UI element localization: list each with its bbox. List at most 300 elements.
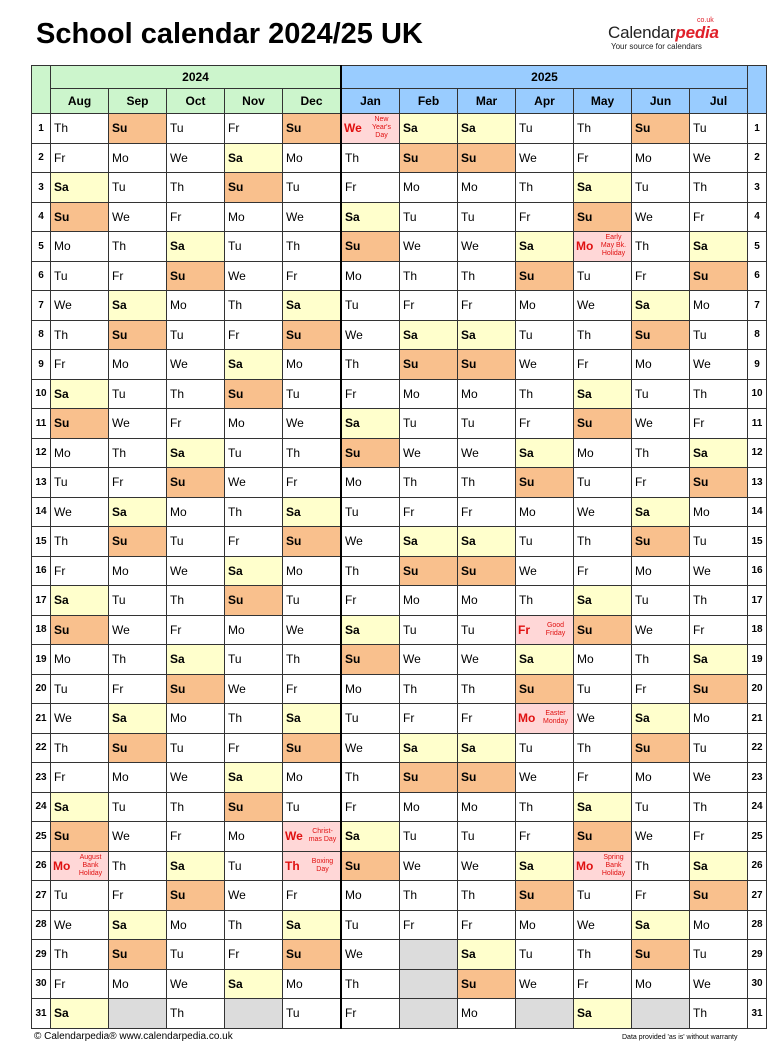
day-cell: Su [283, 940, 342, 970]
day-cell: Tu [51, 468, 109, 498]
holiday-name: Early May Bk. Holiday [600, 234, 627, 258]
day-cell: Fr [690, 615, 748, 645]
day-cell: We [574, 497, 632, 527]
day-cell: Th [225, 497, 283, 527]
day-cell: Th [341, 556, 400, 586]
day-cell: Su [109, 733, 167, 763]
day-cell: Sa [283, 910, 342, 940]
calendar-grid [31, 65, 767, 1029]
day-cell: Tu [283, 379, 342, 409]
day-cell: We [341, 527, 400, 557]
day-cell: Su [225, 792, 283, 822]
day-number: 21 [748, 704, 767, 734]
day-cell: Tu [516, 114, 574, 144]
day-cell: Mo [574, 645, 632, 675]
day-cell: Su [458, 556, 516, 586]
day-cell: Tu [167, 114, 225, 144]
day-cell: Tu [690, 320, 748, 350]
day-cell: Tu [458, 202, 516, 232]
day-cell: Sa [400, 320, 458, 350]
day-cell: Th [51, 114, 109, 144]
day-cell: We [458, 851, 516, 881]
day-cell: Fr [51, 763, 109, 793]
holiday-weekday: Mo [576, 858, 594, 873]
day-number: 22 [32, 733, 51, 763]
day-cell: Fr [574, 556, 632, 586]
holiday-name: Easter Monday [543, 710, 568, 726]
holiday-weekday: We [285, 829, 303, 844]
day-cell: Fr [51, 969, 109, 999]
day-cell: Mo [458, 792, 516, 822]
day-cell: Su [632, 940, 690, 970]
day-number: 1 [748, 114, 767, 144]
holiday-name: Boxing Day [311, 857, 334, 873]
day-cell: Tu [341, 704, 400, 734]
day-cell: Sa [283, 291, 342, 321]
day-cell: Th [516, 586, 574, 616]
day-row [32, 320, 767, 350]
day-cell: Sa [341, 822, 400, 852]
day-cell: Sa [167, 232, 225, 262]
day-cell: Tu [109, 379, 167, 409]
day-number: 30 [748, 969, 767, 999]
day-cell: Th [690, 173, 748, 203]
day-cell: Fr [632, 261, 690, 291]
day-number: 14 [32, 497, 51, 527]
day-cell: We [400, 438, 458, 468]
day-cell: Sa [458, 527, 516, 557]
day-number: 11 [748, 409, 767, 439]
day-cell: Th [574, 733, 632, 763]
logo-tagline: Your source for calendars [611, 42, 702, 51]
day-cell: Fr [283, 674, 342, 704]
day-cell: We [167, 969, 225, 999]
day-number: 26 [32, 851, 51, 881]
day-cell: Su [167, 261, 225, 291]
day-cell: Su [690, 674, 748, 704]
logo-brand-plain: Calendar [608, 23, 676, 42]
day-cell: Su [516, 468, 574, 498]
day-number: 18 [32, 615, 51, 645]
holiday-cell [574, 232, 632, 262]
day-number: 16 [748, 556, 767, 586]
header-corner [32, 66, 51, 114]
day-cell: Fr [690, 822, 748, 852]
empty-day-cell [225, 999, 283, 1029]
holiday-weekday: Mo [576, 239, 594, 254]
holiday-cell [283, 851, 342, 881]
day-cell: Mo [283, 969, 342, 999]
day-cell: Th [51, 940, 109, 970]
day-cell: Fr [51, 143, 109, 173]
day-cell: We [167, 350, 225, 380]
day-number: 10 [748, 379, 767, 409]
day-cell: Su [109, 527, 167, 557]
day-number: 17 [32, 586, 51, 616]
month-header-mar: Mar [458, 89, 516, 114]
day-cell: We [632, 822, 690, 852]
day-cell: Sa [458, 114, 516, 144]
day-cell: Fr [341, 586, 400, 616]
day-cell: Th [167, 999, 225, 1029]
day-number: 15 [32, 527, 51, 557]
day-row [32, 704, 767, 734]
day-cell: We [167, 143, 225, 173]
holiday-cell [574, 851, 632, 881]
day-cell: Fr [225, 527, 283, 557]
day-number: 14 [748, 497, 767, 527]
day-cell: Th [51, 320, 109, 350]
day-cell: Sa [574, 379, 632, 409]
day-row [32, 999, 767, 1029]
day-cell: Sa [516, 232, 574, 262]
day-cell: We [109, 409, 167, 439]
day-cell: Fr [632, 881, 690, 911]
day-cell: Th [690, 999, 748, 1029]
day-cell: We [400, 851, 458, 881]
day-cell: Su [51, 822, 109, 852]
day-cell: Fr [516, 822, 574, 852]
day-cell: Fr [458, 497, 516, 527]
day-row [32, 379, 767, 409]
day-cell: Su [516, 674, 574, 704]
day-number: 5 [32, 232, 51, 262]
holiday-weekday: Th [285, 858, 300, 873]
day-number: 26 [748, 851, 767, 881]
month-header-feb: Feb [400, 89, 458, 114]
holiday-cell [516, 615, 574, 645]
day-cell: Mo [690, 291, 748, 321]
day-cell: Fr [632, 674, 690, 704]
day-cell: Tu [225, 851, 283, 881]
day-cell: Tu [400, 202, 458, 232]
day-cell: Fr [167, 822, 225, 852]
day-cell: Tu [516, 527, 574, 557]
day-cell: Sa [690, 851, 748, 881]
day-cell: Su [458, 969, 516, 999]
day-cell: Mo [400, 792, 458, 822]
day-row [32, 409, 767, 439]
day-row [32, 851, 767, 881]
day-cell: Fr [632, 468, 690, 498]
day-cell: Tu [516, 320, 574, 350]
day-row [32, 468, 767, 498]
day-number: 29 [32, 940, 51, 970]
day-cell: Mo [109, 763, 167, 793]
day-number: 24 [32, 792, 51, 822]
day-cell: Th [225, 910, 283, 940]
day-cell: Tu [632, 586, 690, 616]
empty-day-cell [516, 999, 574, 1029]
day-cell: Th [225, 704, 283, 734]
day-cell: Sa [283, 497, 342, 527]
day-cell: Sa [167, 851, 225, 881]
day-cell: Mo [109, 969, 167, 999]
day-number: 4 [32, 202, 51, 232]
day-cell: Mo [283, 143, 342, 173]
day-cell: We [632, 409, 690, 439]
day-cell: We [109, 202, 167, 232]
holiday-name: August Bank Holiday [78, 853, 103, 877]
day-cell: Su [167, 468, 225, 498]
year-header-row [32, 66, 767, 89]
day-cell: We [690, 969, 748, 999]
day-cell: We [225, 881, 283, 911]
day-cell: Fr [283, 261, 342, 291]
day-cell: Sa [109, 291, 167, 321]
day-row [32, 792, 767, 822]
day-row [32, 645, 767, 675]
day-cell: Fr [341, 999, 400, 1029]
logo-domain-suffix: co.uk [697, 17, 714, 24]
day-cell: Mo [400, 173, 458, 203]
day-cell: We [458, 438, 516, 468]
day-cell: We [283, 615, 342, 645]
day-cell: We [51, 704, 109, 734]
day-cell: Fr [400, 497, 458, 527]
day-cell: Mo [225, 409, 283, 439]
day-number: 18 [748, 615, 767, 645]
day-cell: Su [225, 173, 283, 203]
day-cell: Su [225, 379, 283, 409]
day-cell: Th [341, 763, 400, 793]
day-cell: Sa [516, 645, 574, 675]
day-cell: Su [51, 615, 109, 645]
day-cell: Tu [400, 822, 458, 852]
day-cell: Fr [167, 615, 225, 645]
day-cell: Sa [690, 232, 748, 262]
day-number: 22 [748, 733, 767, 763]
day-cell: Th [458, 468, 516, 498]
day-cell: Th [283, 645, 342, 675]
day-cell: We [690, 143, 748, 173]
day-cell: Tu [341, 291, 400, 321]
day-cell: Sa [632, 704, 690, 734]
day-cell: Th [400, 261, 458, 291]
day-cell: We [167, 763, 225, 793]
day-cell: Su [341, 645, 400, 675]
day-cell: Mo [341, 881, 400, 911]
day-cell: We [341, 733, 400, 763]
day-row [32, 586, 767, 616]
day-number: 25 [748, 822, 767, 852]
day-cell: Su [400, 556, 458, 586]
day-cell: Mo [283, 556, 342, 586]
day-cell: Th [167, 586, 225, 616]
day-cell: Su [109, 114, 167, 144]
holiday-cell [51, 851, 109, 881]
day-cell: We [51, 291, 109, 321]
day-row [32, 350, 767, 380]
day-cell: Tu [574, 468, 632, 498]
day-number: 28 [32, 910, 51, 940]
holiday-name: Spring Bank Holiday [601, 853, 626, 877]
day-cell: We [225, 261, 283, 291]
day-cell: Fr [690, 409, 748, 439]
day-number: 16 [32, 556, 51, 586]
day-cell: Fr [690, 202, 748, 232]
day-cell: Mo [400, 379, 458, 409]
month-header-jun: Jun [632, 89, 690, 114]
day-cell: Tu [458, 615, 516, 645]
day-number: 8 [32, 320, 51, 350]
day-cell: Fr [400, 291, 458, 321]
holiday-weekday: We [344, 121, 362, 136]
day-cell: Su [574, 615, 632, 645]
day-cell: Fr [574, 143, 632, 173]
day-cell: Tu [109, 173, 167, 203]
day-cell: Sa [109, 910, 167, 940]
day-cell: Th [341, 969, 400, 999]
day-cell: Fr [574, 350, 632, 380]
day-cell: We [51, 497, 109, 527]
day-row [32, 674, 767, 704]
day-cell: We [690, 556, 748, 586]
holiday-name: Christ-mas Day [308, 828, 337, 844]
day-row [32, 438, 767, 468]
day-cell: Tu [458, 409, 516, 439]
day-cell: We [283, 202, 342, 232]
day-row [32, 527, 767, 557]
day-row [32, 202, 767, 232]
day-cell: Tu [516, 733, 574, 763]
page-title: School calendar 2024/25 UK [36, 18, 423, 50]
day-cell: Tu [400, 615, 458, 645]
day-cell: Su [632, 527, 690, 557]
day-cell: Th [632, 232, 690, 262]
month-header-dec: Dec [283, 89, 342, 114]
day-cell: Mo [225, 615, 283, 645]
day-cell: Tu [225, 232, 283, 262]
day-cell: Fr [516, 409, 574, 439]
day-cell: Mo [167, 910, 225, 940]
day-number: 11 [32, 409, 51, 439]
calendarpedia-logo[interactable] [608, 18, 738, 54]
day-cell: Fr [400, 910, 458, 940]
day-cell: Fr [458, 291, 516, 321]
day-cell: Fr [458, 910, 516, 940]
day-cell: Fr [109, 881, 167, 911]
day-number: 29 [748, 940, 767, 970]
day-cell: We [341, 940, 400, 970]
day-cell: Tu [458, 822, 516, 852]
day-cell: Sa [167, 645, 225, 675]
holiday-weekday: Fr [518, 622, 530, 637]
day-number: 19 [748, 645, 767, 675]
day-cell: Tu [341, 497, 400, 527]
day-cell: Mo [283, 763, 342, 793]
day-cell: Sa [690, 438, 748, 468]
day-cell: Tu [167, 320, 225, 350]
day-cell: Th [283, 232, 342, 262]
day-number: 20 [748, 674, 767, 704]
day-cell: Th [516, 792, 574, 822]
day-cell: Tu [283, 999, 342, 1029]
day-number: 8 [748, 320, 767, 350]
day-number: 10 [32, 379, 51, 409]
day-cell: Tu [632, 173, 690, 203]
year-label-2025: 2025 [341, 66, 748, 89]
day-cell: We [51, 910, 109, 940]
day-cell: Sa [574, 792, 632, 822]
day-cell: We [341, 320, 400, 350]
day-cell: We [516, 143, 574, 173]
day-cell: Su [283, 527, 342, 557]
day-cell: Mo [690, 704, 748, 734]
day-cell: Mo [632, 763, 690, 793]
day-cell: Mo [632, 969, 690, 999]
day-cell: Mo [167, 291, 225, 321]
day-cell: Tu [690, 527, 748, 557]
day-cell: Tu [341, 910, 400, 940]
day-cell: Tu [632, 792, 690, 822]
day-row [32, 261, 767, 291]
day-cell: Mo [458, 379, 516, 409]
day-cell: Th [167, 792, 225, 822]
day-cell: Su [341, 851, 400, 881]
day-number: 3 [32, 173, 51, 203]
day-cell: Tu [109, 792, 167, 822]
logo-brand [608, 23, 719, 43]
day-row [32, 143, 767, 173]
day-cell: Sa [225, 143, 283, 173]
day-row [32, 822, 767, 852]
day-cell: Mo [225, 822, 283, 852]
day-cell: Th [109, 645, 167, 675]
month-header-jan: Jan [341, 89, 400, 114]
day-cell: Fr [574, 763, 632, 793]
day-row [32, 733, 767, 763]
day-cell: Sa [458, 940, 516, 970]
day-cell: Mo [109, 350, 167, 380]
day-cell: Fr [574, 969, 632, 999]
day-cell: Th [574, 527, 632, 557]
day-cell: Th [109, 851, 167, 881]
holiday-weekday: Mo [53, 858, 71, 873]
day-cell: Su [632, 320, 690, 350]
day-cell: Su [51, 202, 109, 232]
day-cell: Tu [574, 261, 632, 291]
day-cell: Th [167, 173, 225, 203]
day-cell: Tu [167, 940, 225, 970]
day-cell: Fr [283, 881, 342, 911]
day-number: 20 [32, 674, 51, 704]
day-number: 1 [32, 114, 51, 144]
holiday-cell [341, 114, 400, 144]
day-cell: Fr [458, 704, 516, 734]
day-cell: We [632, 202, 690, 232]
day-cell: Th [400, 674, 458, 704]
footer-copyright: © Calendarpedia® www.calendarpedia.co.uk [34, 1031, 233, 1042]
day-number: 13 [32, 468, 51, 498]
day-cell: We [109, 615, 167, 645]
day-cell: Fr [109, 261, 167, 291]
day-cell: Sa [225, 556, 283, 586]
day-cell: Sa [690, 645, 748, 675]
day-cell: Th [690, 792, 748, 822]
day-cell: Tu [400, 409, 458, 439]
empty-day-cell [400, 969, 458, 999]
day-cell: Mo [225, 202, 283, 232]
day-cell: Fr [225, 114, 283, 144]
day-number: 27 [748, 881, 767, 911]
day-cell: Th [109, 232, 167, 262]
day-cell: Th [400, 881, 458, 911]
day-cell: Fr [109, 674, 167, 704]
day-cell: Mo [283, 350, 342, 380]
day-number: 12 [32, 438, 51, 468]
day-cell: Mo [690, 497, 748, 527]
